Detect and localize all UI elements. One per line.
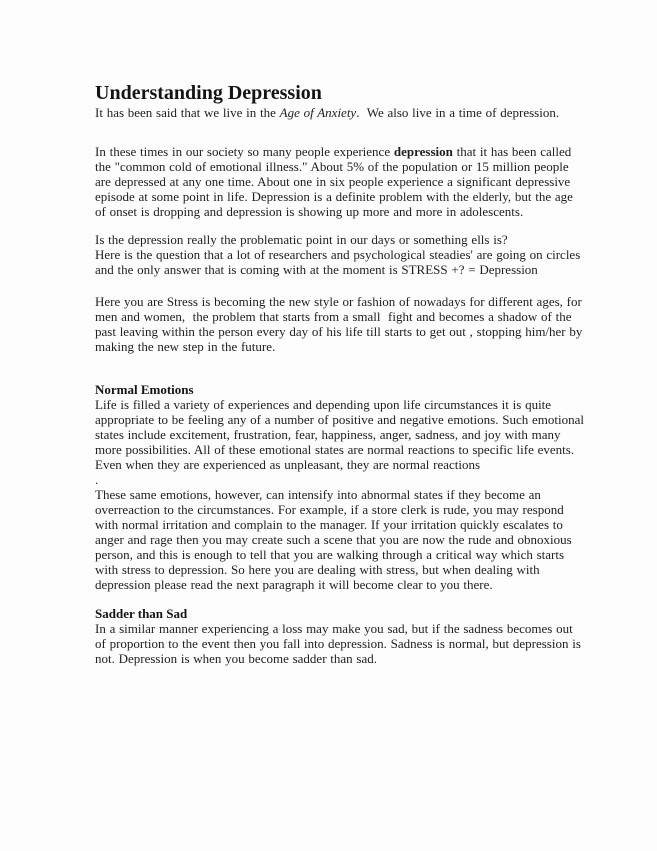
heading-normal-emotions: Normal Emotions: [95, 382, 194, 397]
paragraph-normal-emotions: Life is filled a variety of experiences and depending upon life circumstances it is quite appropriate to be feeling any of a number of positive and negative emotions. Such emotional states include excitement, frustration, fear, happiness, anger, sadness, and joy with many more possibilities. All of these emotional states are normal reactions to specific life events. Even when they are experienced as unpleasant, they are normal reactions: [95, 397, 588, 472]
paragraph-stress: Here you are Stress is becoming the new style or fashion of nowadays for different ages, for men and women, the problem that starts from a small fight and becomes a shadow of the past leaving within the person every day of his life till starts to get out , stopping him/her by making the new step in the future.: [95, 294, 587, 354]
stats-text-before: In these times in our society so many people experience: [95, 144, 394, 159]
intro-italic-phrase: Age of Anxiety: [279, 105, 357, 120]
intro-text-before: It has been said that we live in the: [95, 105, 280, 120]
question-line-2: Here is the question that a lot of researchers and psychological steadies' are going on circles and the only answer that is coming with at the moment is STRESS +? = Depression: [95, 247, 585, 277]
stats-bold-word: depression: [393, 144, 453, 159]
intro-text-after: . We also live in a time of depression.: [356, 105, 560, 120]
paragraph-depression-stats: [95, 144, 585, 219]
paragraph-question: [95, 232, 585, 277]
heading-sadder-than-sad: Sadder than Sad: [95, 606, 188, 621]
document-title: Understanding Depression: [95, 82, 322, 104]
paragraph-abnormal-states: These same emotions, however, can intensify into abnormal states if they become an overreaction to the circumstances. For example, if a store clerk is rude, you may respond with normal irritation and complain to the manager. If your irritation quickly escalates to anger and rage then you may create such a scene that you are now the rude and obnoxious person, and this is enough to tell that you are walking through a critical way which starts with stress to depression. So here you are dealing with stress, but when dealing with depression please read the next paragraph it will become clear to you there.: [95, 487, 576, 592]
document-content: [95, 82, 588, 666]
paragraph-sadder-than-sad: In a similar manner experiencing a loss may make you sad, but if the sadness becomes out of proportion to the event then you fall into depression. Sadness is normal, but depression is not. Depression is when you become sadder than sad.: [95, 621, 585, 666]
stats-text-after: that it has been called the "common cold of emotional illness." About 5% of the population or 15 million people are depressed at any one time. About one in six people experience a significant depressive episode at some point in life. Depression is a definite problem with the elderly, but the age of onset is dropping and depression is showing up more and more in adolescents.: [95, 144, 577, 219]
intro-paragraph: [95, 105, 585, 120]
stray-period-line: .: [95, 472, 99, 487]
question-line-1: Is the depression really the problematic point in our days or something ells is?: [95, 232, 508, 247]
